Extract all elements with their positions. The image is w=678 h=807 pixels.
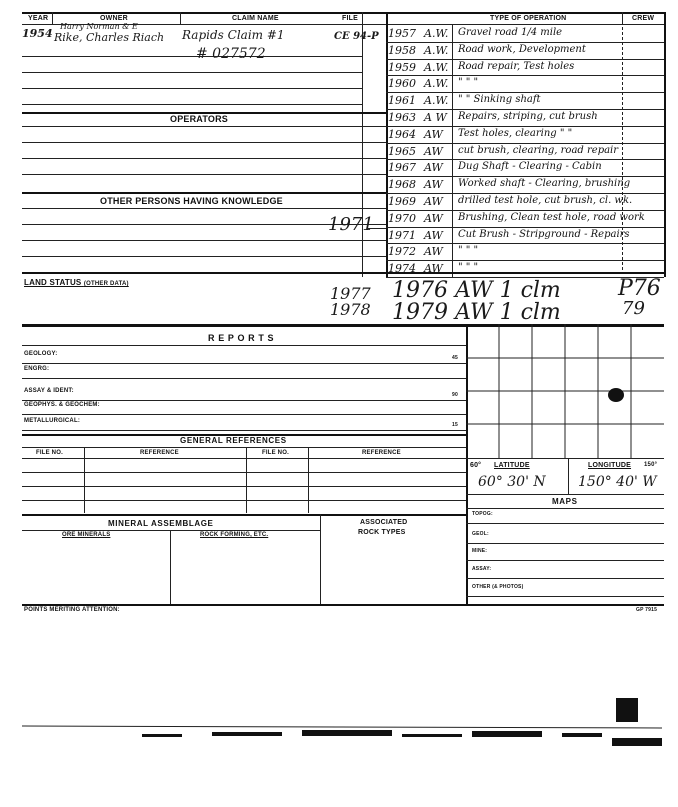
labor-row bbox=[386, 92, 664, 110]
land-status-note-2: 79 bbox=[622, 298, 645, 319]
labor-row bbox=[386, 143, 664, 161]
labor-row bbox=[386, 243, 664, 261]
location-grid bbox=[466, 324, 664, 458]
labor-operation: " " " bbox=[458, 77, 479, 89]
map-row-label: OTHER (& PHOTOS) bbox=[472, 584, 524, 590]
labor-row bbox=[386, 159, 664, 177]
labor-performed-by: A.W. bbox=[424, 27, 449, 40]
labor-operation: Worked shaft - Clearing, brushing bbox=[458, 178, 631, 190]
labor-operation: " " " bbox=[458, 262, 479, 274]
claim-name-header: CLAIM NAME bbox=[232, 15, 279, 22]
rock-types-label: ROCK TYPES bbox=[358, 529, 406, 536]
latitude-value: 60° 30' N bbox=[478, 474, 546, 490]
points-meriting-attention-label: POINTS MERITING ATTENTION: bbox=[24, 607, 120, 613]
ref-col-reference-2: REFERENCE bbox=[362, 450, 401, 456]
associated-label: ASSOCIATED bbox=[360, 519, 408, 526]
latitude-label: LATITUDE bbox=[494, 462, 530, 469]
claim-name: Rapids Claim #1 bbox=[182, 28, 285, 42]
claim-location-marker bbox=[608, 388, 624, 402]
labor-row bbox=[386, 176, 664, 194]
labor-performed-by: AW bbox=[424, 228, 443, 242]
labor-operation: cut brush, clearing, road repair bbox=[458, 144, 619, 156]
longitude-value: 150° 40' W bbox=[578, 474, 657, 490]
labor-row bbox=[386, 126, 664, 144]
general-references-title: GENERAL REFERENCES bbox=[180, 436, 287, 445]
labor-year: 1967 bbox=[388, 161, 416, 175]
form-code: GP 7915 bbox=[636, 607, 658, 613]
labor-performed-by: AW bbox=[424, 245, 443, 259]
scan-artifact bbox=[616, 698, 638, 722]
labor-performed-by: AW bbox=[424, 161, 443, 175]
scan-noise-band bbox=[22, 722, 662, 752]
labor-operation: Gravel road 1/4 mile bbox=[458, 27, 563, 38]
labor-year: 1974 bbox=[388, 262, 416, 276]
labor-row bbox=[386, 109, 664, 127]
land-status-year-1: 1977 bbox=[330, 284, 371, 303]
report-label: ENGRG: bbox=[24, 366, 50, 372]
labor-performed-by: A.W. bbox=[424, 43, 449, 57]
labor-performed-by: A W bbox=[424, 111, 447, 124]
labor-row bbox=[386, 42, 664, 60]
land-status-entry-1: 1976 AW 1 clm bbox=[392, 278, 561, 303]
reports-title: R E P O R T S bbox=[208, 333, 275, 343]
labor-row bbox=[386, 210, 664, 228]
map-row-label: TOPOG: bbox=[472, 511, 493, 517]
report-label: METALLURGICAL: bbox=[24, 418, 81, 424]
labor-row bbox=[386, 59, 664, 77]
labor-row bbox=[386, 193, 664, 211]
labor-year: 1970 bbox=[388, 211, 416, 225]
labor-year: 1969 bbox=[388, 195, 416, 208]
claim-year: 1954 bbox=[22, 27, 53, 40]
report-page-number: 90 bbox=[452, 392, 458, 398]
land-status-entry-2: 1979 AW 1 clm bbox=[392, 300, 561, 325]
labor-performed-by: A.W. bbox=[424, 94, 449, 108]
mineral-assemblage-title: MINERAL ASSEMBLAGE bbox=[108, 519, 214, 528]
ref-col-file-1: FILE NO. bbox=[36, 450, 63, 456]
labor-year: 1972 bbox=[388, 245, 416, 259]
labor-year: 1957 bbox=[388, 27, 416, 40]
labor-performed-by: AW bbox=[424, 127, 443, 141]
labor-operation: Dug Shaft - Clearing - Cabin bbox=[458, 161, 602, 173]
labor-year: 1964 bbox=[388, 127, 416, 141]
labor-performed-by: AW bbox=[424, 211, 443, 225]
labor-operation: " " " bbox=[458, 245, 479, 257]
report-page-number: 45 bbox=[452, 355, 458, 361]
owner-line-1: Harry Norman & E bbox=[60, 22, 138, 31]
labor-row bbox=[386, 25, 664, 43]
labor-year: 1958 bbox=[388, 43, 416, 57]
labor-operation: Brushing, Clean test hole, road work bbox=[458, 211, 645, 223]
labor-performed-by: A.W. bbox=[424, 77, 449, 91]
land-status-note-1: P76 bbox=[618, 276, 661, 301]
file-header: FILE bbox=[342, 15, 358, 22]
rock-forming-label: ROCK FORMING, ETC. bbox=[200, 532, 269, 538]
ore-minerals-label: ORE MINERALS bbox=[62, 532, 111, 538]
top-border bbox=[22, 12, 664, 14]
log-right-border bbox=[664, 12, 666, 277]
side-note-1971: 1971 bbox=[328, 214, 374, 235]
report-label: ASSAY & IDENT: bbox=[24, 388, 74, 394]
labor-operation: Road work, Development bbox=[458, 43, 586, 55]
labor-row bbox=[386, 227, 664, 245]
labor-year: 1963 bbox=[388, 111, 416, 124]
map-row-label: ASSAY: bbox=[472, 566, 492, 572]
labor-operation: " " Sinking shaft bbox=[458, 94, 541, 106]
labor-performed-by: AW bbox=[424, 195, 443, 208]
map-row-label: MINE: bbox=[472, 548, 488, 554]
report-label: GEOLOGY: bbox=[24, 351, 58, 357]
labor-year: 1965 bbox=[388, 144, 416, 158]
file-number: CE 94-P bbox=[334, 31, 379, 42]
report-label: GEOPHYS. & GEOCHEM: bbox=[24, 402, 100, 408]
labor-operation: drilled test hole, cut brush, cl. wk. bbox=[458, 195, 633, 206]
labor-performed-by: AW bbox=[424, 144, 443, 158]
year-header: YEAR bbox=[28, 15, 49, 22]
labor-year: 1961 bbox=[388, 94, 416, 108]
report-page-number: 15 bbox=[452, 422, 458, 428]
labor-operation: Cut Brush - Stripground - Repairs bbox=[458, 228, 630, 240]
ref-col-reference-1: REFERENCE bbox=[140, 450, 179, 456]
labor-year: 1968 bbox=[388, 178, 416, 192]
owner-header: OWNER bbox=[100, 15, 128, 22]
labor-year: 1971 bbox=[388, 228, 416, 242]
long-degree: 150° bbox=[644, 462, 658, 468]
land-status-label: LAND STATUS (OTHER DATA) bbox=[24, 278, 129, 287]
longitude-label: LONGITUDE bbox=[588, 462, 632, 469]
land-status-year-2: 1978 bbox=[330, 300, 371, 319]
operation-log bbox=[386, 25, 664, 277]
other-persons-label: OTHER PERSONS HAVING KNOWLEDGE bbox=[100, 196, 283, 206]
labor-operation: Test holes, clearing " " bbox=[458, 127, 573, 139]
labor-year: 1960 bbox=[388, 77, 416, 91]
labor-operation: Repairs, striping, cut brush bbox=[458, 111, 598, 122]
labor-row bbox=[386, 75, 664, 93]
labor-year: 1959 bbox=[388, 60, 416, 74]
operators-label: OPERATORS bbox=[170, 114, 228, 124]
map-row-label: GEOL: bbox=[472, 531, 489, 537]
maps-title: MAPS bbox=[552, 497, 578, 506]
ref-col-file-2: FILE NO. bbox=[262, 450, 289, 456]
type-of-operation-header: TYPE OF OPERATION bbox=[490, 15, 567, 22]
crew-header: CREW bbox=[632, 15, 655, 22]
owner-line-2: Rike, Charles Riach bbox=[54, 31, 165, 44]
labor-performed-by: AW bbox=[424, 178, 443, 192]
labor-operation: Road repair, Test holes bbox=[458, 60, 575, 72]
lat-degree: 60° bbox=[470, 462, 482, 469]
labor-performed-by: AW bbox=[424, 262, 443, 276]
labor-performed-by: A.W. bbox=[424, 60, 449, 74]
claim-number: # 027572 bbox=[196, 46, 266, 62]
